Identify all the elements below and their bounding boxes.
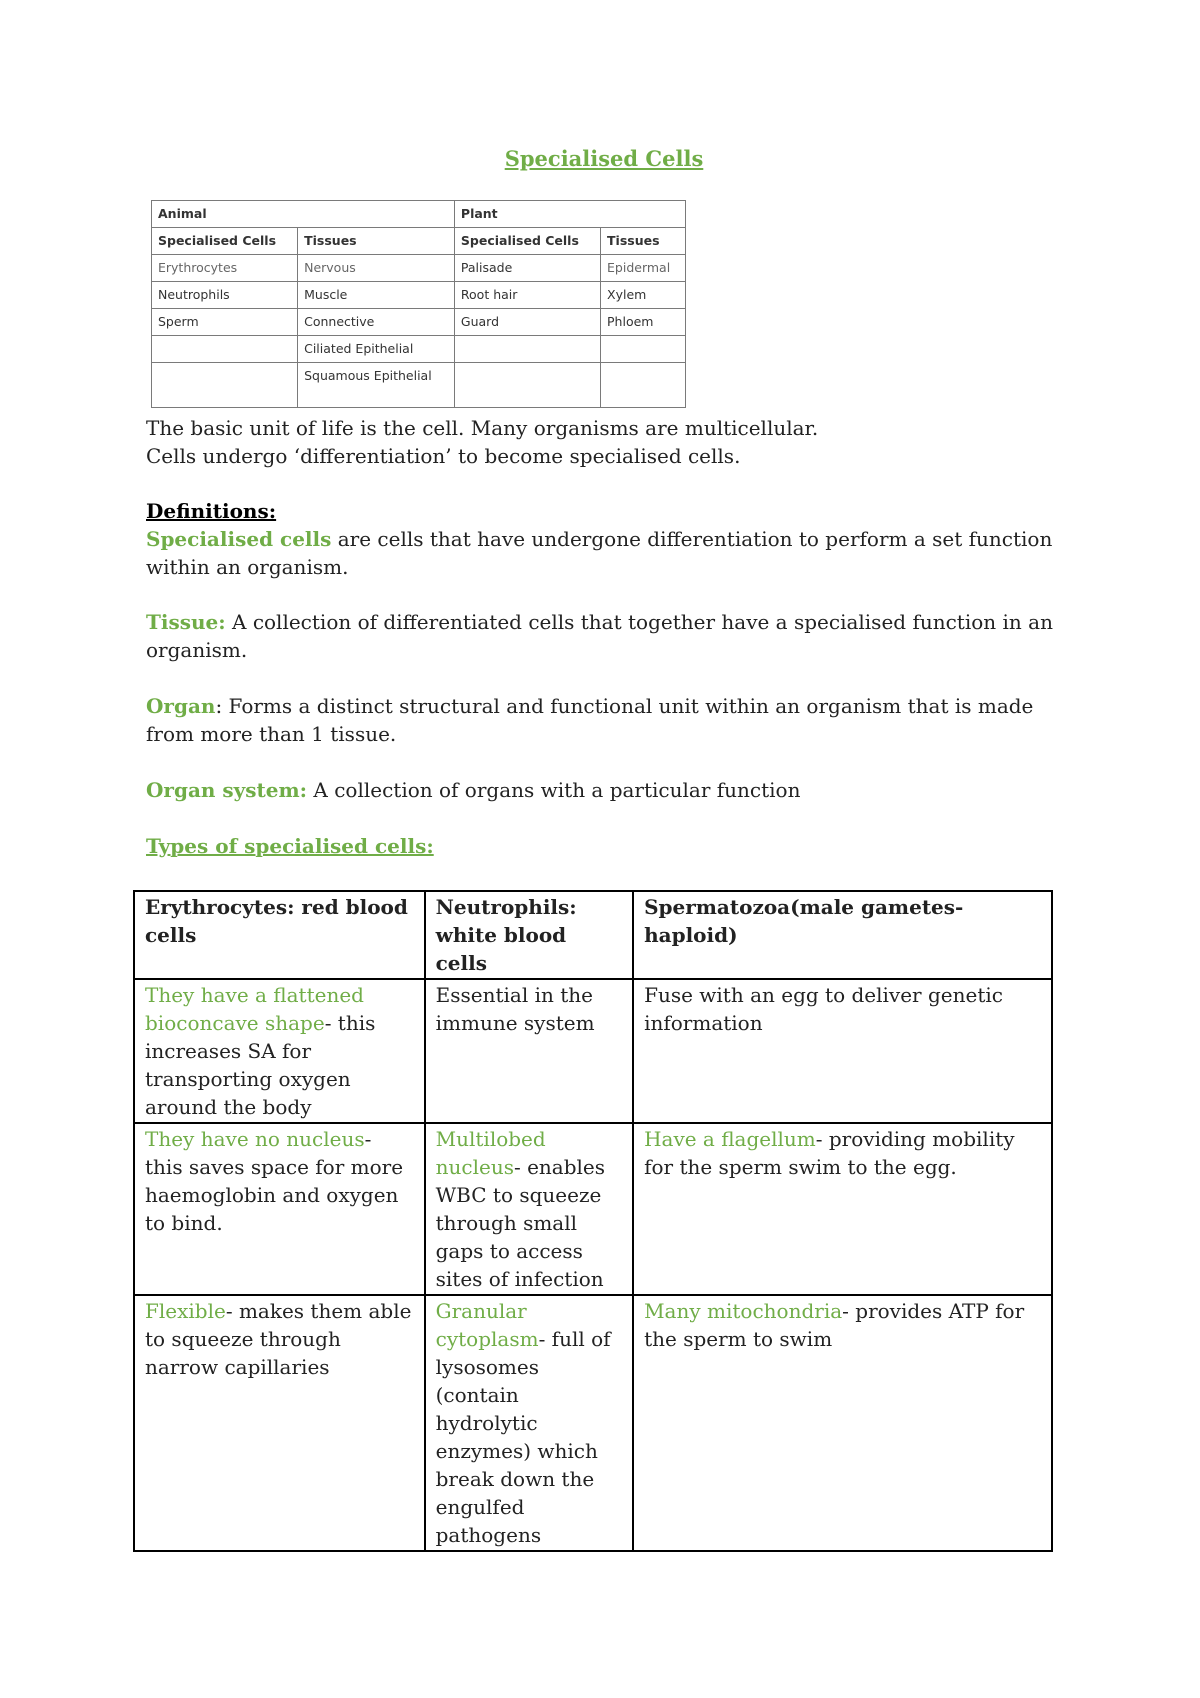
highlight-text: Have a flagellum xyxy=(644,1127,816,1151)
page-title: Specialised Cells xyxy=(504,146,704,171)
table-cell: Specialised Cells xyxy=(454,228,600,255)
table-row xyxy=(134,1123,1052,1295)
table-cell: Tissues xyxy=(298,228,455,255)
definition-term: Tissue: xyxy=(146,610,226,634)
table-row xyxy=(152,309,686,336)
table-cell: Neutrophils xyxy=(152,282,298,309)
definitions-heading: Definitions: xyxy=(146,499,277,523)
specialised-cells-table xyxy=(133,890,1053,1552)
table-row xyxy=(152,282,686,309)
cell-text: - full of lysosomes (contain hydrolytic enzymes) which break down the engulfed pathogens xyxy=(435,1327,611,1547)
definition-organ xyxy=(146,692,1076,748)
table-cell xyxy=(152,336,298,363)
cell-text: - provides ATP for the sperm to swim xyxy=(644,1299,1025,1351)
table-row xyxy=(152,201,686,228)
definition-text: A collection of organs with a particular function xyxy=(307,778,801,802)
table-cell xyxy=(425,979,633,1123)
table-cell: Nervous xyxy=(298,255,455,282)
table-cell xyxy=(134,1123,425,1295)
table-header-row xyxy=(134,891,1052,979)
types-heading: Types of specialised cells: xyxy=(146,834,434,858)
highlight-text: They have a flattened bioconcave shape xyxy=(145,983,364,1035)
definition-tissue xyxy=(146,608,1076,664)
highlight-text: Granular cytoplasm xyxy=(435,1299,539,1351)
table-cell xyxy=(633,1123,1052,1295)
table-cell xyxy=(152,363,298,408)
table-row xyxy=(134,979,1052,1123)
table-cell: Palisade xyxy=(454,255,600,282)
cell-text: - enables WBC to squeeze through small gaps to access sites of infection xyxy=(435,1155,606,1291)
table-cell: Guard xyxy=(454,309,600,336)
highlight-text: Multilobed nucleus xyxy=(435,1127,546,1179)
definition-term: Organ system: xyxy=(146,778,308,802)
table-cell: Tissues xyxy=(601,228,686,255)
definition-term: Specialised cells xyxy=(146,527,332,551)
table-cell: Ciliated Epithelial xyxy=(298,336,455,363)
table-cell xyxy=(601,336,686,363)
table-cell: Xylem xyxy=(601,282,686,309)
table-cell xyxy=(134,1295,425,1551)
table-cell: Connective xyxy=(298,309,455,336)
table-cell: Animal xyxy=(152,201,455,228)
table-cell xyxy=(134,979,425,1123)
definition-specialised-cells xyxy=(146,525,1076,581)
table-cell: Phloem xyxy=(601,309,686,336)
table-cell: Erythrocytes xyxy=(152,255,298,282)
definition-text: are cells that have undergone differentiation to perform a set function within an organism. xyxy=(146,527,1053,579)
column-header: Neutrophils: white blood cells xyxy=(425,891,633,979)
definition-text: A collection of differentiated cells that together have a specialised function in an organism. xyxy=(146,610,1053,662)
cell-text: - providing mobility for the sperm swim to the egg. xyxy=(644,1127,1015,1179)
cell-text: Essential in the immune system xyxy=(435,983,595,1035)
table-cell xyxy=(633,979,1052,1123)
cell-text: - this increases SA for transporting oxygen around the body xyxy=(145,1011,376,1119)
table-row xyxy=(152,228,686,255)
highlight-text: Flexible xyxy=(145,1299,226,1323)
cell-text: - makes them able to squeeze through narrow capillaries xyxy=(145,1299,412,1379)
table-row xyxy=(134,1295,1052,1551)
table-cell: Muscle xyxy=(298,282,455,309)
table-cell xyxy=(601,363,686,408)
overview-table xyxy=(151,200,686,408)
table-cell xyxy=(454,336,600,363)
table-cell: Root hair xyxy=(454,282,600,309)
column-header: Spermatozoa(male gametes-haploid) xyxy=(633,891,1052,979)
definition-organ-system xyxy=(146,776,1076,804)
column-header: Erythrocytes: red blood cells xyxy=(134,891,425,979)
definition-term: Organ xyxy=(146,694,216,718)
definition-text: : Forms a distinct structural and functional unit within an organism that is made from more than 1 tissue. xyxy=(146,694,1034,746)
highlight-text: They have no nucleus xyxy=(145,1127,365,1151)
table-row xyxy=(152,255,686,282)
intro-line-1: The basic unit of life is the cell. Many organisms are multicellular. xyxy=(146,416,819,440)
table-row xyxy=(152,336,686,363)
table-cell: Specialised Cells xyxy=(152,228,298,255)
table-cell xyxy=(425,1295,633,1551)
highlight-text: Many mitochondria xyxy=(644,1299,843,1323)
table-cell xyxy=(633,1295,1052,1551)
table-cell: Plant xyxy=(454,201,685,228)
table-cell: Epidermal xyxy=(601,255,686,282)
table-cell xyxy=(454,363,600,408)
cell-text: Fuse with an egg to deliver genetic information xyxy=(644,983,1003,1035)
cell-text: - this saves space for more haemoglobin and oxygen to bind. xyxy=(145,1127,404,1235)
table-cell xyxy=(425,1123,633,1295)
table-cell: Squamous Epithelial xyxy=(298,363,455,408)
intro-line-2: Cells undergo ‘differentiation’ to become specialised cells. xyxy=(146,444,741,468)
table-cell: Sperm xyxy=(152,309,298,336)
table-row xyxy=(152,363,686,408)
